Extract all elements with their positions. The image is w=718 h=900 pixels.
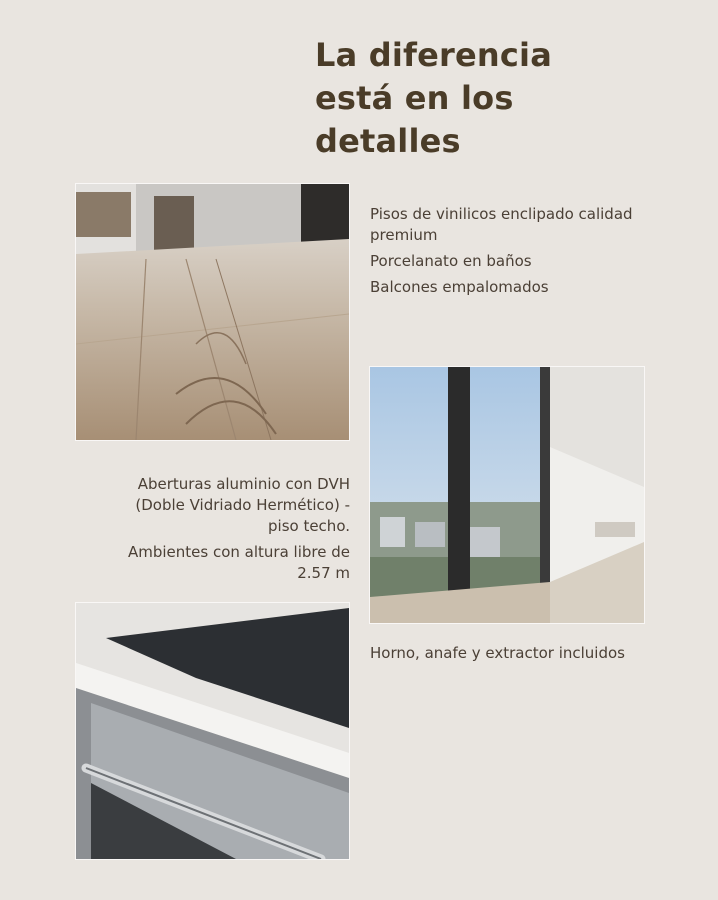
title-line: está en los — [315, 79, 514, 117]
feature-text: Aberturas aluminio con DVH (Doble Vidriado Hermético) - piso techo. — [135, 475, 350, 535]
floor-features — [370, 204, 650, 298]
cooktop-oven-photo — [76, 603, 349, 859]
window-view-photo — [370, 367, 644, 623]
feature-text: Horno, anafe y extractor incluidos — [370, 644, 625, 662]
feature-text: Ambientes con altura libre de 2.57 m — [127, 543, 350, 582]
feature-text: Porcelanato en baños — [370, 252, 532, 270]
page-title — [315, 34, 675, 163]
kitchen-features — [370, 643, 650, 664]
feature-text: Balcones empalomados — [370, 278, 549, 296]
title-line: La diferencia — [315, 36, 553, 74]
vinyl-floor-photo — [76, 184, 349, 440]
feature-text: Pisos de vinilicos enclipado calidad premium — [370, 205, 633, 244]
title-line: detalles — [315, 122, 461, 160]
window-features — [110, 474, 350, 584]
